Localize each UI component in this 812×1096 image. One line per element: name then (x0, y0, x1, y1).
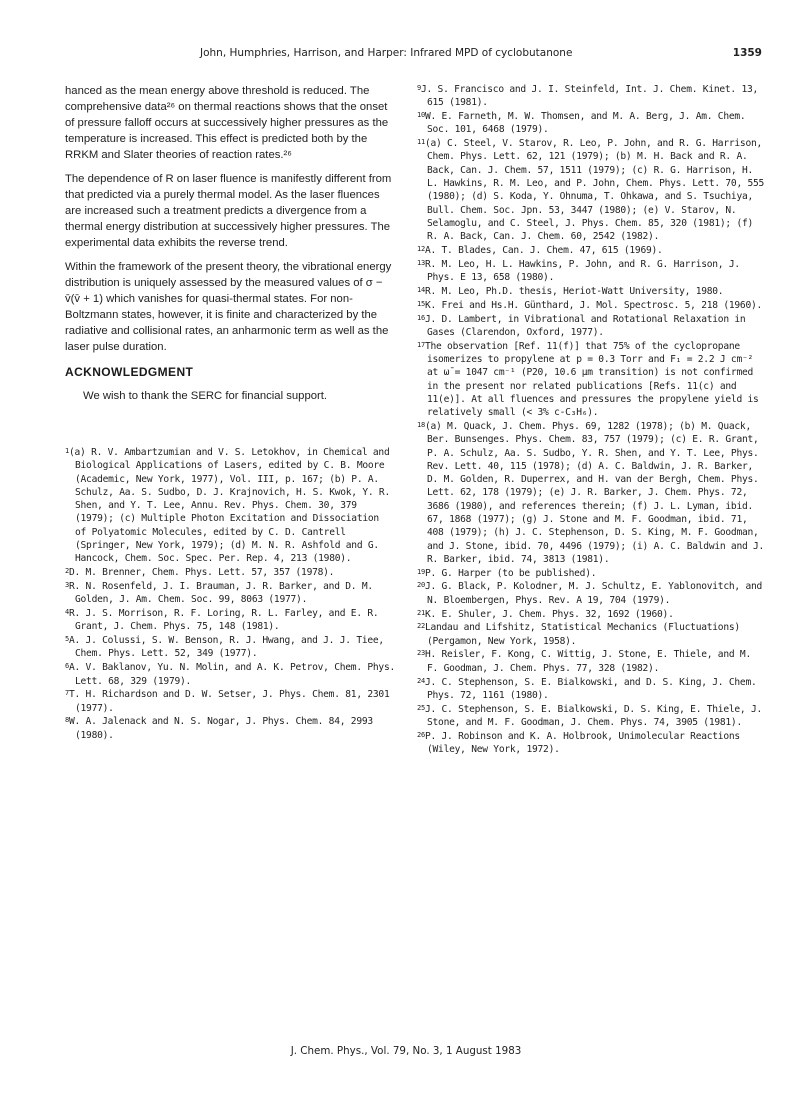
reference-text: K. Frei and Hs.H. Günthard, J. Mol. Spectrosc. 5, 218 (1960). (424, 299, 763, 311)
reference-item (65, 566, 395, 579)
reference-item (417, 83, 765, 110)
reference-number: 20 (417, 581, 425, 590)
reference-item (65, 634, 395, 661)
reference-number: 10 (417, 111, 425, 120)
acknowledgment-text: We wish to thank the SERC for financial support. (83, 390, 328, 402)
reference-item (417, 244, 765, 257)
reference-text: T. H. Richardson and D. W. Setser, J. Phys. Chem. 81, 2301 (1977). (68, 689, 390, 714)
reference-item (65, 661, 395, 688)
reference-item (65, 580, 395, 607)
reference-number: 15 (417, 299, 425, 308)
reference-text: W. A. Jalenack and N. S. Nogar, J. Phys. Chem. 84, 2993 (1980). (68, 716, 373, 741)
reference-number: 13 (417, 258, 425, 267)
acknowledgment-heading: ACKNOWLEDGMENT (65, 365, 194, 379)
reference-number: 2 (65, 567, 69, 576)
reference-text: (a) M. Quack, J. Chem. Phys. 69, 1282 (1978); (b) M. Quack, Ber. Bunsenges. Phys. Chem. 83, 757 (1979); (c) E. R. Grant, P. A. Schulz, Aa. S. Sudbo, Y. R. Shen, and Y. T. Lee, Phys. Rev. Lett. 40, 115 (1978); (d) A. C. Baldwin, J. R. Barker, D. M. Golden, R. Duperrex, and H. van der Bergh, Chem. Phys. Lett. 62, 178 (1979); (e) J. R. Barker, J. Chem. Phys. 72, 3686 (1980), and references therein; (f) J. L. Lyman, ibid. 67, 1868 (1977); (g) J. Stone and M. F. Goodman, ibid. 71, 408 (1979); (h) J. C. Stephenson, D. S. King, M. F. Goodman, and J. Stone, ibid. 70, 4496 (1979); (i) A. C. Baldwin and J. R. Barker, ibid. 74, 3813 (1981). (424, 420, 765, 565)
reference-number: 8 (65, 716, 69, 725)
reference-item (417, 580, 765, 607)
reference-item (65, 715, 395, 742)
reference-item (417, 730, 765, 757)
reference-number: 25 (417, 703, 425, 712)
reference-text: A. T. Blades, Can. J. Chem. 47, 615 (1969). (424, 245, 663, 257)
reference-number: 18 (417, 420, 425, 429)
reference-text: R. M. Leo, Ph.D. thesis, Heriot-Watt University, 1980. (424, 285, 724, 297)
reference-item (417, 703, 765, 730)
reference-number: 1 (65, 447, 69, 455)
reference-text: H. Reisler, F. Kong, C. Wittig, J. Stone, E. Thiele, and M. F. Goodman, J. Chem. Phys. 77, 328 (1982). (424, 649, 751, 674)
reference-text: K. E. Shuler, J. Chem. Phys. 32, 1692 (1960). (424, 608, 674, 620)
reference-text: R. N. Rosenfeld, J. I. Brauman, J. R. Barker, and D. M. Golden, J. Am. Chem. Soc. 99, 8063 (1977). (68, 580, 373, 606)
reference-item (417, 621, 765, 648)
journal-citation-footer: J. Chem. Phys., Vol. 79, No. 3, 1 August 1983 (290, 1045, 522, 1057)
reference-item (417, 676, 765, 703)
body-paragraph: hanced as the mean energy above threshold is reduced. The comprehensive data²⁶ on thermal reactions shows that the onset of pressure falloff occurs at successively higher pressures as the temperature is increased. This effect is predicted both by the RRKM and Slater theories of reaction rates.²⁶ (65, 85, 389, 161)
reference-item (417, 420, 765, 566)
reference-item (417, 110, 765, 137)
reference-item (417, 137, 765, 243)
reference-item (65, 607, 395, 634)
reference-text: R. J. S. Morrison, R. F. Loring, R. L. Farley, and E. R. Grant, J. Chem. Phys. 75, 148 (1981). (68, 608, 379, 633)
reference-number: 16 (417, 313, 425, 322)
page-number: 1359 (732, 47, 762, 59)
reference-text: D. M. Brenner, Chem. Phys. Lett. 57, 357 (1978). (68, 567, 335, 579)
reference-number: 22 (417, 622, 425, 631)
reference-text: J. G. Black, P. Kolodner, M. J. Schultz, E. Yablonovitch, and N. Bloembergen, Phys. Rev. A 19, 704 (1979). (424, 581, 763, 606)
left-column (65, 83, 395, 743)
reference-item (65, 446, 395, 566)
reference-number: 24 (417, 676, 425, 685)
reference-text: J. C. Stephenson, S. E. Bialkowski, D. S. King, E. Thiele, J. Stone, and M. F. Goodman, J. Chem. Phys. 74, 3905 (1981). (424, 703, 763, 728)
reference-list-left (65, 446, 395, 742)
reference-number: 26 (417, 730, 425, 739)
running-header (150, 47, 780, 65)
reference-text: Landau and Lifshitz, Statistical Mechanics (Fluctuations) (Pergamon, New York, 1958). (424, 622, 740, 647)
reference-number: 7 (65, 689, 69, 698)
reference-item (417, 608, 765, 621)
reference-number: 14 (417, 285, 425, 294)
reference-number: 11 (417, 138, 425, 147)
reference-text: J. D. Lambert, in Vibrational and Rotational Relaxation in Gases (Clarendon, Oxford, 1977). (424, 313, 746, 338)
reference-text: The observation [Ref. 11(f)] that 75% of the cyclopropane isomerizes to propylene at p = 0.3 Torr and F₁ = 2.2 J cm⁻² at ω̄ = 1047 cm⁻¹ (P20, 10.6 μm transition) is not confirmed in the present nor related publications [Refs. 11(c) and 11(e)]. At all fluences and pressures the propylene yield is relatively small (< 3% c-C₃H₆). (424, 340, 759, 419)
reference-number: 9 (417, 84, 421, 92)
reference-item (65, 688, 395, 715)
reference-number: 19 (417, 567, 425, 576)
reference-number: 17 (417, 340, 425, 349)
reference-text: P. G. Harper (to be published). (424, 567, 597, 579)
reference-item (417, 258, 765, 285)
reference-number: 12 (417, 245, 425, 254)
body-paragraph: The dependence of R on laser fluence is manifestly different from that predicted via a purely thermal model. As the laser fluences are increased such a treatment predicts a divergence from a thermal energy distribution at successively higher pressures. The experimental data exhibits the reverse trend. (65, 173, 392, 249)
reference-item (417, 340, 765, 420)
reference-list-right (417, 83, 765, 756)
reference-text: (a) R. V. Ambartzumian and V. S. Letokhov, in Chemical and Biological Applications of Lasers, edited by C. B. Moore (Academic, New York, 1977), Vol. III, p. 167; (b) P. A. Schulz, Aa. S. Sudbo, D. J. Krajnovich, H. S. Kwok, Y. R. Shen, and Y. T. Lee, Annu. Rev. Phys. Chem. 30, 379 (1979); (c) Multiple Photon Excitation and Dissociation of Polyatomic Molecules, edited by C. D. Cantrell (Springer, New York, 1979); (d) M. N. R. Ashfold and G. Hancock, Chem. Soc. Spec. Per. Rep. 4, 213 (1980). (68, 447, 390, 565)
reference-number: 5 (65, 635, 69, 644)
reference-item (417, 648, 765, 675)
reference-text: W. E. Farneth, M. W. Thomsen, and M. A. Berg, J. Am. Chem. Soc. 101, 6468 (1979). (424, 111, 746, 136)
reference-number: 21 (417, 608, 425, 617)
running-header-title: John, Humphries, Harrison, and Harper: Infrared MPD of cyclobutanone (200, 47, 573, 59)
reference-text: A. J. Colussi, S. W. Benson, R. J. Hwang, and J. J. Tiee, Chem. Phys. Lett. 52, 349 (1977). (68, 635, 384, 660)
reference-text: J. S. Francisco and J. I. Steinfeld, Int. J. Chem. Kinet. 13, 615 (1981). (420, 84, 759, 109)
reference-text: (a) C. Steel, V. Starov, R. Leo, P. John, and R. G. Harrison, Chem. Phys. Lett. 62, 121 (1979); (b) M. H. Back and R. A. Back, Can. J. Chem. 57, 1511 (1979); (c) R. G. Harrison, H. L. Hawkins, R. M. Leo, and P. John, Chem. Phys. Lett. 70, 555 (1980); (d) S. Koda, Y. Ohnuma, T. Ohkawa, and S. Tsuchiya, Bull. Chem. Soc. Jpn. 53, 3447 (1980); (e) V. Starov, N. Selamoglu, and C. Steel, J. Phys. Chem. 85, 320 (1981); (f) R. A. Back, Can. J. Chem. 60, 2542 (1982). (424, 138, 765, 243)
reference-item (417, 299, 765, 312)
reference-number: 23 (417, 649, 425, 658)
reference-item (417, 567, 765, 580)
reference-text: J. C. Stephenson, S. E. Bialkowski, and D. S. King, J. Chem. Phys. 72, 1161 (1980). (424, 676, 757, 701)
reference-item (417, 285, 765, 298)
body-paragraph: Within the framework of the present theory, the vibrational energy distribution is uniquely assessed by the measured values of σ − v̄(v̄ + 1) which vanishes for quasi-thermal states. For non-Boltzmann states, however, it is finite and characterized by the radiative and collisional rates, an anharmonic term as well as the laser pulse duration. (65, 261, 392, 353)
reference-text: P. J. Robinson and K. A. Holbrook, Unimolecular Reactions (Wiley, New York, 1972). (424, 730, 740, 756)
reference-number: 6 (65, 662, 69, 671)
reference-text: R. M. Leo, H. L. Hawkins, P. John, and R. G. Harrison, J. Phys. E 13, 658 (1980). (424, 258, 740, 284)
reference-text: A. V. Baklanov, Yu. N. Molin, and A. K. Petrov, Chem. Phys. Lett. 68, 329 (1979). (68, 662, 395, 687)
reference-number: 4 (65, 608, 69, 617)
right-column (417, 83, 765, 757)
reference-item (417, 313, 765, 340)
reference-number: 3 (65, 580, 69, 589)
